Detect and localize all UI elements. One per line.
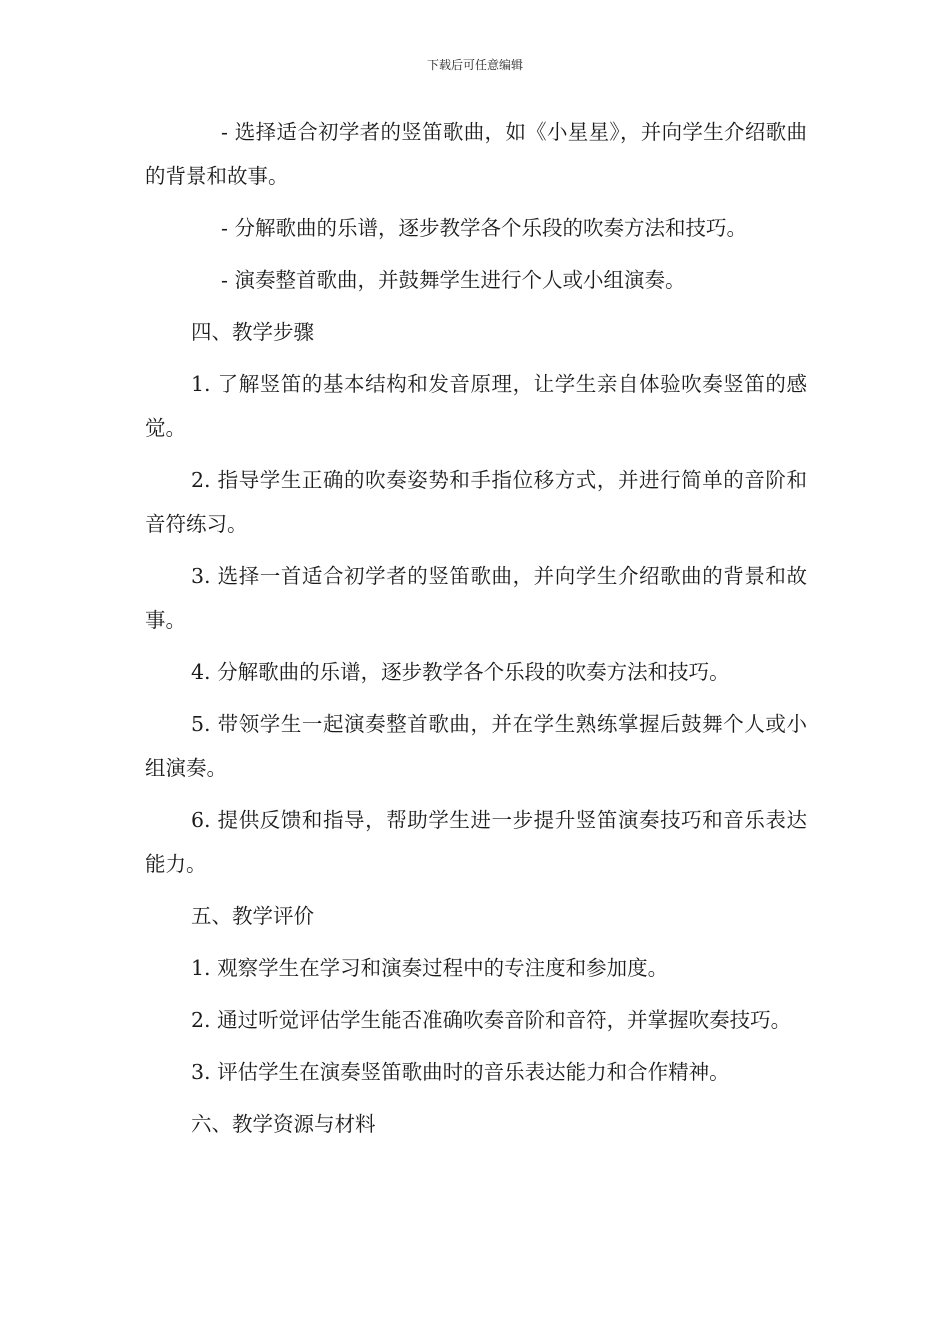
dash-item-select-song: - 选择适合初学者的竖笛歌曲，如《小星星》，并向学生介绍歌曲的背景和故事。: [145, 120, 807, 188]
step-item-3: 3. 选择一首适合初学者的竖笛歌曲，并向学生介绍歌曲的背景和故事。: [145, 564, 807, 632]
page-header-note: 下载后可任意编辑: [426, 58, 523, 72]
step-item-6: 6. 提供反馈和指导，帮助学生进一步提升竖笛演奏技巧和音乐表达能力。: [145, 808, 807, 876]
step-item-1: 1. 了解竖笛的基本结构和发音原理，让学生亲自体验吹奏竖笛的感觉。: [145, 372, 807, 440]
dash-item-perform-song: - 演奏整首歌曲，并鼓舞学生进行个人或小组演奏。: [221, 268, 686, 292]
step-item-2: 2. 指导学生正确的吹奏姿势和手指位移方式，并进行简单的音阶和音符练习。: [145, 468, 807, 536]
step-item-5: 5. 带领学生一起演奏整首歌曲，并在学生熟练掌握后鼓舞个人或小组演奏。: [145, 712, 807, 780]
evaluation-item-3: 3. 评估学生在演奏竖笛歌曲时的音乐表达能力和合作精神。: [191, 1060, 730, 1084]
evaluation-item-2: 2. 通过听觉评估学生能否准确吹奏音阶和音符，并掌握吹奏技巧。: [191, 1008, 792, 1032]
section-heading-resources: 六、教学资源与材料: [191, 1112, 376, 1136]
section-heading-teaching-steps: 四、教学步骤: [191, 320, 314, 344]
evaluation-item-1: 1. 观察学生在学习和演奏过程中的专注度和参加度。: [191, 956, 669, 980]
document-body: [145, 110, 807, 1154]
section-heading-evaluation: 五、教学评价: [191, 904, 314, 928]
step-item-4: 4. 分解歌曲的乐谱，逐步教学各个乐段的吹奏方法和技巧。: [191, 660, 730, 684]
dash-item-break-down-score: - 分解歌曲的乐谱，逐步教学各个乐段的吹奏方法和技巧。: [221, 216, 747, 240]
